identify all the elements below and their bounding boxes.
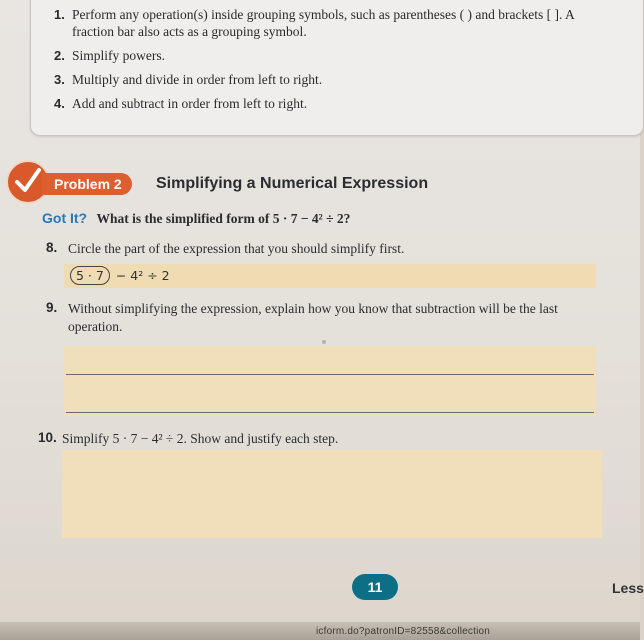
question-number: 10. <box>38 430 57 445</box>
answer-line <box>66 412 594 413</box>
expression-rest: − 4² ÷ 2 <box>115 268 170 283</box>
list-item <box>54 47 582 64</box>
work-area[interactable] <box>62 450 602 538</box>
order-of-operations-list <box>54 6 582 119</box>
question-text: Circle the part of the expression that you should simplify first. <box>68 241 405 256</box>
problem-tag: Problem 2 <box>42 173 132 195</box>
question-text: Simplify 5 · 7 − 4² ÷ 2. Show and justify each step. <box>62 431 339 446</box>
question-number: 8. <box>46 240 58 255</box>
item-number: 3. <box>54 72 65 87</box>
circled-part[interactable]: 5 · 7 <box>70 266 110 285</box>
item-text: Perform any operation(s) inside grouping symbols, such as parentheses ( ) and brackets [ ]. A fraction bar also acts as a grouping symbol. <box>72 7 575 39</box>
list-item <box>54 71 582 88</box>
got-it-question: What is the simplified form of 5 · 7 − 4² ÷ 2? <box>96 211 351 226</box>
got-it-line <box>42 210 350 227</box>
expression <box>70 266 170 285</box>
bottom-print-text: icform.do?patronID=82558&collection <box>316 626 491 637</box>
answer-area[interactable] <box>64 346 596 416</box>
item-number: 4. <box>54 96 65 111</box>
page-number-badge: 11 <box>352 574 398 600</box>
footer-lesson-word: Less <box>612 580 644 596</box>
item-text: Multiply and divide in order from left to right. <box>72 72 323 87</box>
got-it-label: Got It? <box>42 210 88 226</box>
item-text: Simplify powers. <box>72 48 165 63</box>
cursor-mark <box>322 340 326 344</box>
question-number: 9. <box>46 300 58 315</box>
question-text: Without simplifying the expression, explain how you know that subtraction will be the last operation. <box>68 301 558 334</box>
answer-line <box>66 374 594 375</box>
list-item <box>54 6 582 40</box>
list-item <box>54 95 582 112</box>
item-text: Add and subtract in order from left to right. <box>72 96 308 111</box>
item-number: 1. <box>54 7 65 22</box>
problem-title: Simplifying a Numerical Expression <box>156 175 429 192</box>
item-number: 2. <box>54 48 65 63</box>
